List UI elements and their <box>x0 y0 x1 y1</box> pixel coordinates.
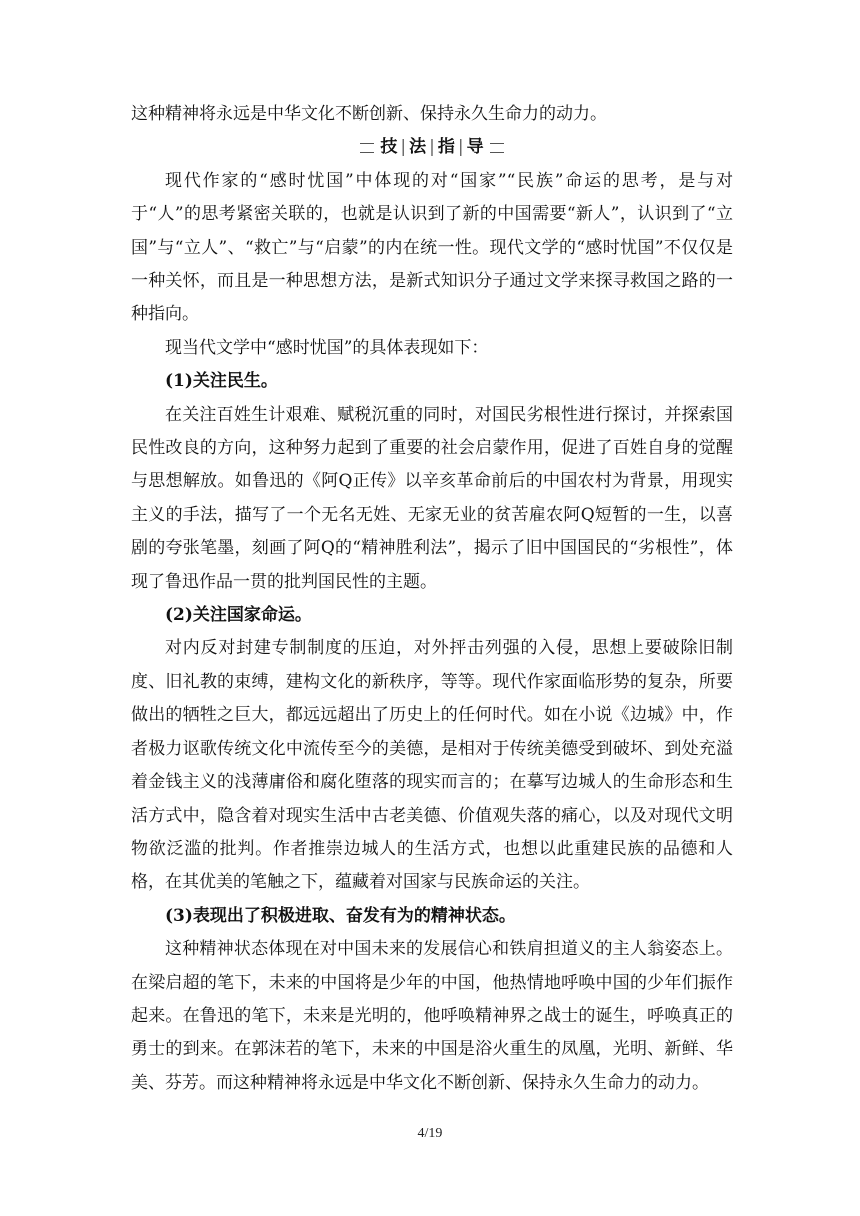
heading-char: 指 <box>437 137 455 158</box>
subheading-livelihood: (1)关注民生。 <box>165 371 278 392</box>
continued-line: 这种精神将永远是中华文化不断创新、保持永久生命力的动力。 <box>131 104 607 124</box>
heading-char: 法 <box>409 137 427 158</box>
subheading-spirit: (3)表现出了积极进取、奋发有为的精神状态。 <box>165 905 516 926</box>
paragraph-spirit: 这种精神状态体现在对中国未来的发展信心和铁肩担道义的主人翁姿态上。在梁启超的笔下，未来的中国将是少年的中国，他热情地呼唤中国的少年们振作起来。在鲁迅的笔下，未来是光明的，他呼唤精神界之战士的诞生，呼唤真正的勇士的到来。在郭沫若的笔下，未来的中国是浴火重生的凤凰，光明、新鲜、华美、芬芳。而这种精神将永远是中华文化不断创新、保持永久生命力的动力。 <box>131 939 733 1093</box>
body-text <box>131 98 733 1100</box>
heading-separator: | <box>429 137 435 158</box>
paragraph-livelihood: 在关注百姓生计艰难、赋税沉重的同时，对国民劣根性进行探讨，并探索国民性改良的方向，这种努力起到了重要的社会启蒙作用，促进了百姓自身的觉醒与思想解放。如鲁迅的《阿Q正传》以辛亥革命前后的中国农村为背景，用现实主义的手法，描写了一个无名无姓、无家无业的贫苦雇农阿Q短暂的一生，以喜剧的夸张笔墨，刻画了阿Q的“精神胜利法”，揭示了旧中国国民的“劣根性”，体现了鲁迅作品一贯的批判国民性的主题。 <box>131 404 733 592</box>
heading-char: 技 <box>380 137 398 158</box>
paragraph-intro: 现代作家的“感时忧国”中体现的对“国家”“民族”命运的思考，是与对于“人”的思考紧密关联的，也就是认识到了新的中国需要“新人”，认识到了“立国”与“立人”、“救亡”与“启蒙”的内在统一性。现代文学的“感时忧国”不仅仅是一种关怀，而且是一种思想方法，是新式知识分子通过文学来探寻救国之路的一种指向。 <box>131 170 733 325</box>
paragraph-nation: 对内反对封建专制制度的压迫，对外抨击列强的入侵，思想上要破除旧制度、旧礼教的束缚，建构文化的新秩序，等等。现代作家面临形势的复杂，所要做出的牺牲之巨大，都远远超出了历史上的任何时代。如在小说《边城》中，作者极力讴歌传统文化中流传至今的美德，是相对于传统美德受到破坏、到处充溢着金钱主义的浅薄庸俗和腐化堕落的现实而言的；在摹写边城人的生命形态和生活方式中，隐含着对现实生活中古老美德、价值观失落的痛心，以及对现代文明物欲泛滥的批判。作者推崇边城人的生活方式，也想以此重建民族的品德和人格，在其优美的笔触之下，蕴藏着对国家与民族命运的关注。 <box>131 638 733 893</box>
heading-rule-right <box>490 143 504 153</box>
page-number: 4/19 <box>417 1126 443 1141</box>
heading-rule-left <box>360 143 374 153</box>
heading-char: 导 <box>466 137 484 158</box>
section-heading <box>131 131 733 164</box>
paragraph-lead: 现当代文学中“感时忧国”的具体表现如下： <box>165 337 489 358</box>
heading-separator: | <box>400 137 407 158</box>
heading-separator: | <box>457 137 464 158</box>
subheading-nation: (2)关注国家命运。 <box>165 605 312 626</box>
